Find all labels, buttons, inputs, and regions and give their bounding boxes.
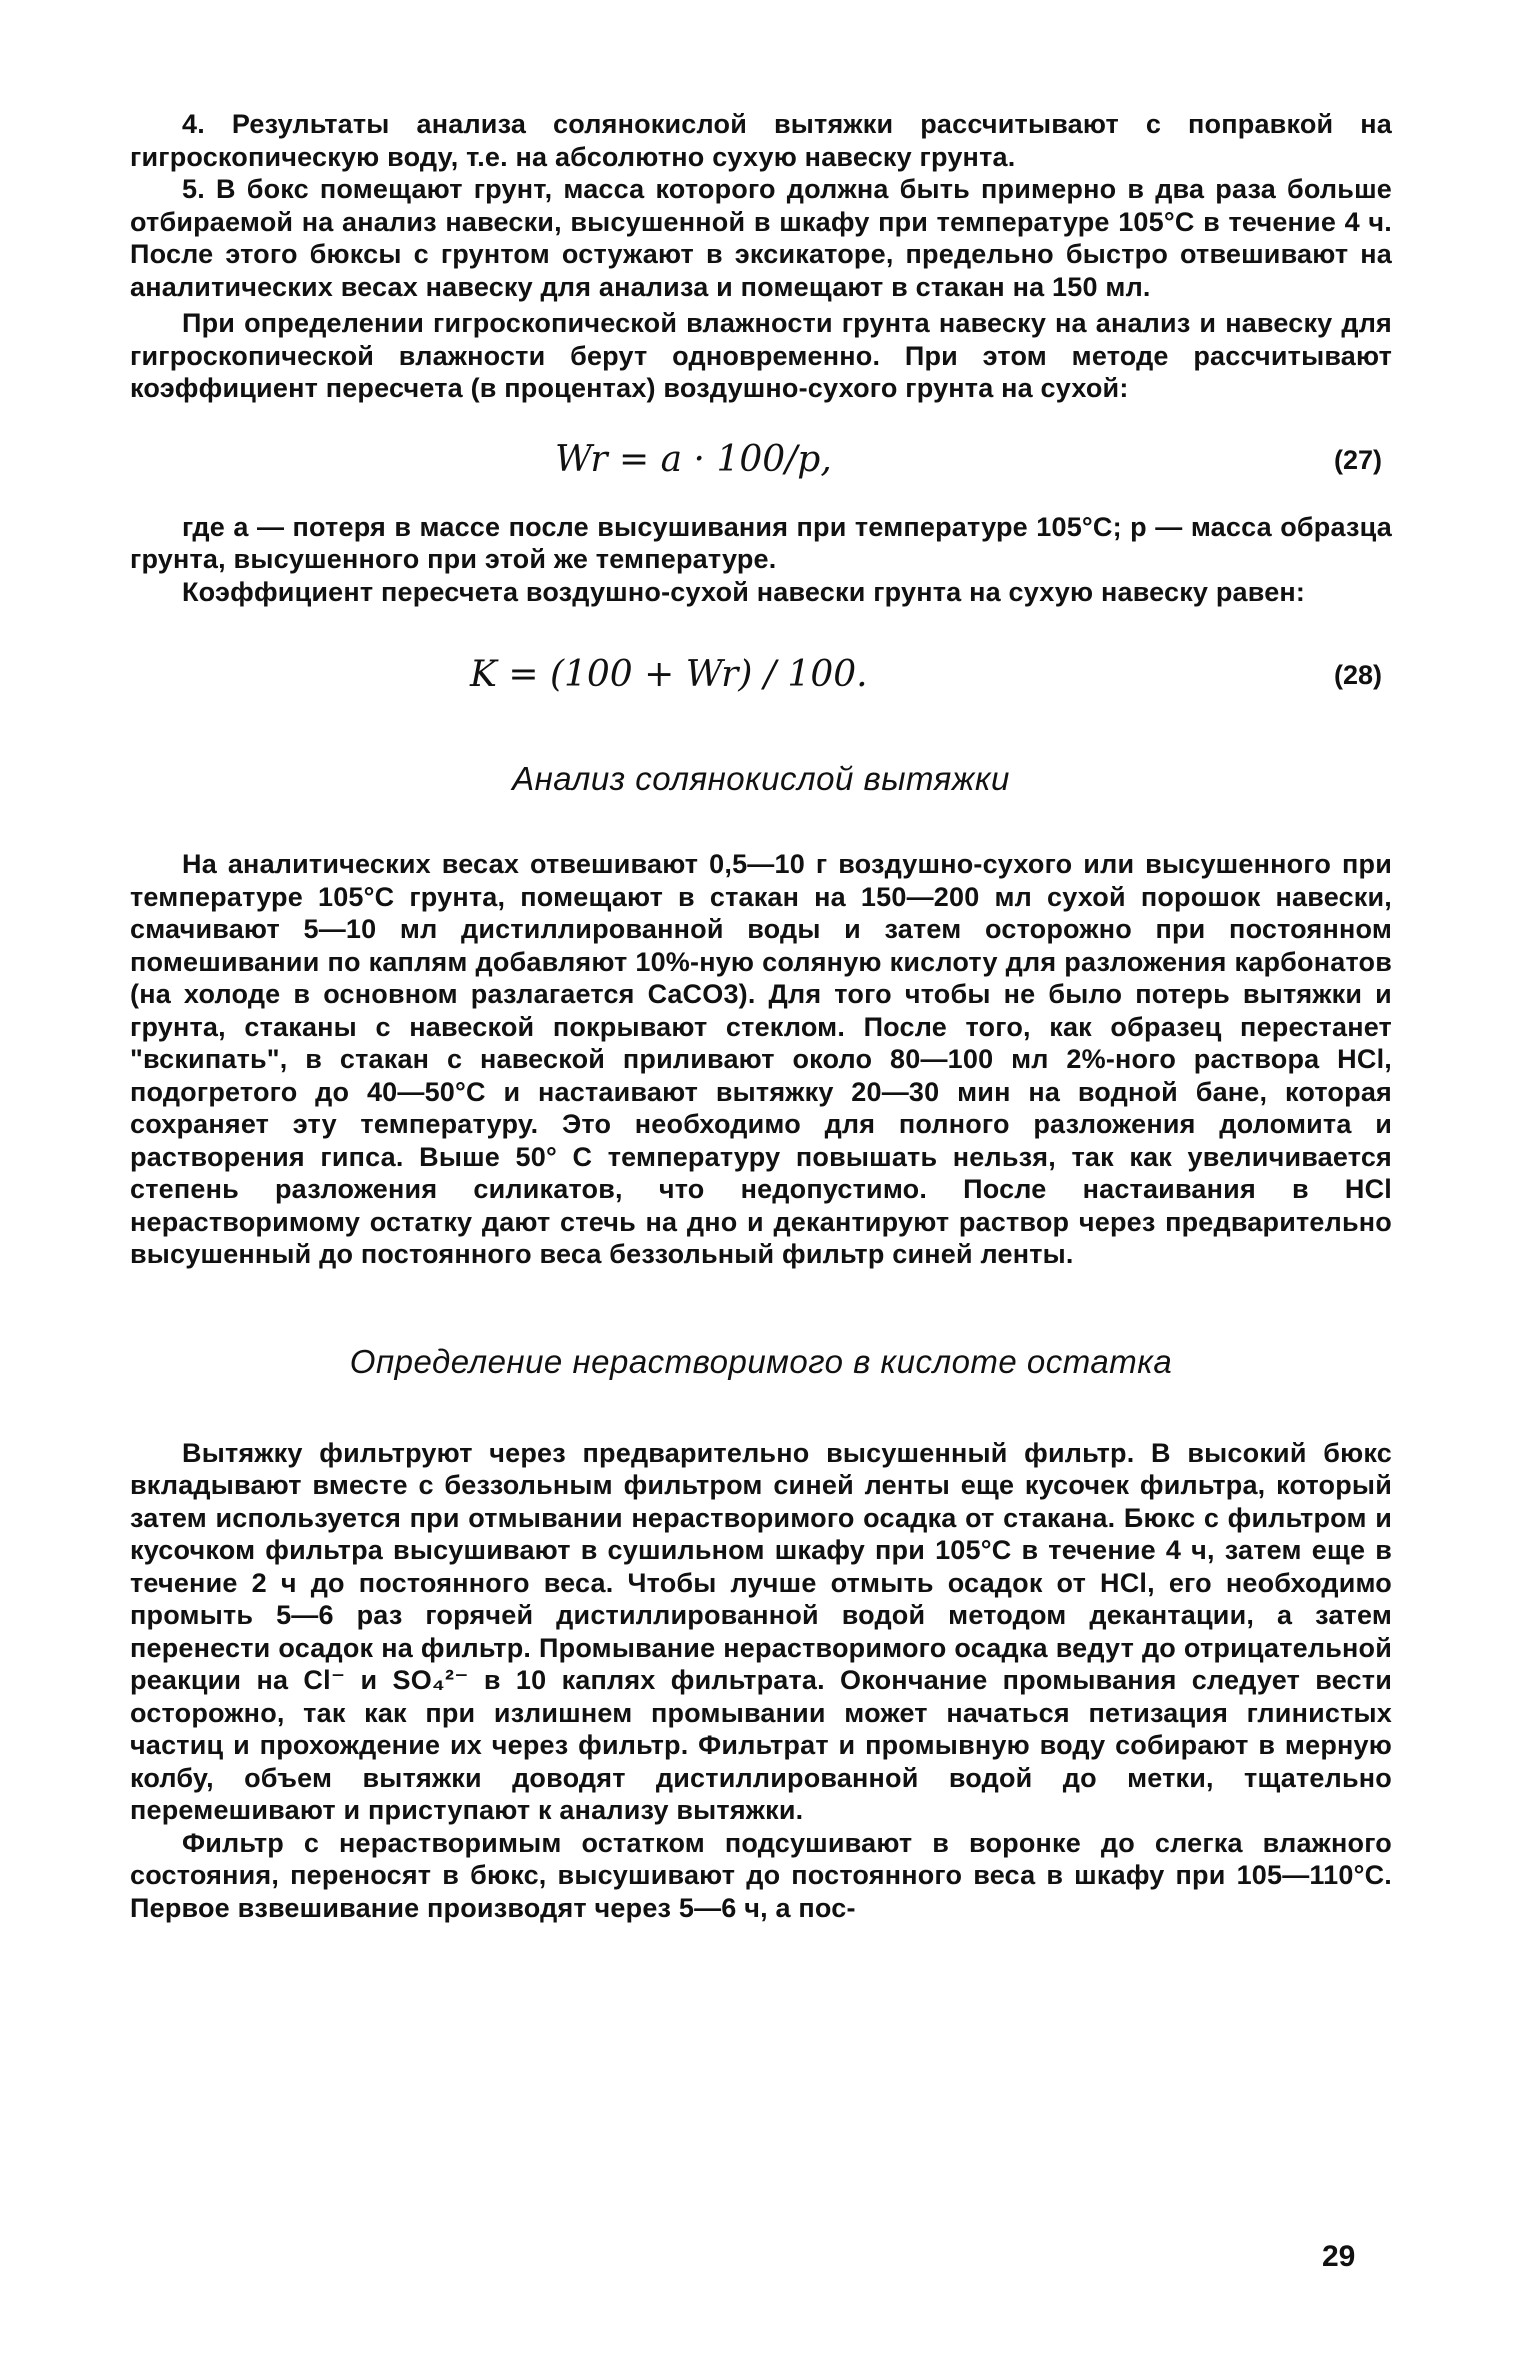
paragraph-analysis: На аналитических весах отвешивают 0,5—10 г воздушно-сухого или высушенного при температуре 105°С грунта, помещают в стакан на 150—200 мл сухой порошок навески, смачивают 5—10 мл дистиллированной воды и затем осторожно при постоянном помешивании по каплям добавляют 10%-ную соляную кислоту для разложения карбонатов (на холоде в основном разлагается CaCO3). Для того чтобы не было потерь вытяжки и грунта, стаканы с навеской покрывают стеклом. После того, как образец перестанет "вскипать", в стакан с навеской приливают около 80—100 мл 2%-ного раствора HCl, подогретого до 40—50°С и настаивают вытяжку 20—30 мин на водной бане, которая сохраняет эту температуру. Это необходимо для полного разложения доломита и растворения гипса. Выше 50° С температуру повышать нельзя, так как увеличивается степень разложения силикатов, что недопустимо. После настаивания в HCl нерастворимому остатку дают стечь на дно и декантируют раствор через предварительно высушенный до постоянного веса беззольный фильтр синей ленты.: [130, 849, 1392, 1269]
heading-residue: Определение нерастворимого в кислоте остатка: [349, 1342, 1173, 1380]
formula-27-number: (27): [1333, 444, 1382, 475]
page-number: 29: [1322, 2240, 1356, 2273]
paragraph-coefficient: Коэффициент пересчета воздушно-сухой навески грунта на сухую навеску равен:: [182, 576, 1306, 607]
page-body: [130, 108, 1392, 1924]
formula-28: [130, 634, 1392, 720]
formula-27: [130, 419, 1392, 505]
paragraph-residue-2: Фильтр с нерастворимым остатком подсушивают в воронке до слегка влажного состояния, переносят в бюкс, высушивают до постоянного веса в шкафу при 105—110°С. Первое взвешивание производят через 5—6 ч, а пос-: [130, 1827, 1392, 1923]
formula-28-number: (28): [1333, 660, 1382, 690]
formula-28-expression: K = (100 + Wr) / 100.: [470, 654, 868, 695]
paragraph-residue-1: Вытяжку фильтруют через предварительно высушенный фильтр. В высокий бюкс вкладывают вместе с беззольным фильтром синей ленты еще кусочек фильтра, который затем используется при отмывании нерастворимого осадка от стакана. Бюкс с фильтром и кусочком фильтра высушивают в сушильном шкафу при 105°С в течение 4 ч, затем еще в течение 2 ч до постоянного веса. Чтобы лучше отмыть осадок от HCl, его необходимо промыть 5—6 раз горячей дистиллированной водой методом декантации, а затем перенести осадок на фильтр. Промывание нерастворимого осадка ведут до отрицательной реакции на Cl⁻ и SO₄²⁻ в 10 каплях фильтрата. Окончание промывания следует вести осторожно, так как при излишнем промывании может начаться петизация глинистых частиц и прохождение их через фильтр. Фильтрат и промывную воду собирают в мерную колбу, объем вытяжки доводят дистиллированной водой до метки, тщательно перемешивают и приступают к анализу вытяжки.: [130, 1437, 1392, 1825]
heading-analysis: Анализ солянокислой вытяжки: [512, 760, 1010, 797]
paragraph-item-5: 5. В бокс помещают грунт, масса которого должна быть примерно в два раза больше отбираемой на анализ навески, высушенной в шкафу при температуре 105°С в течение 4 ч. После этого бюксы с грунтом остужают в эксикаторе, предельно быстро отвешивают на аналитических весах навеску для анализа и помещают в стакан на 150 мл.: [130, 174, 1392, 302]
formula-27-expression: Wr = a · 100/p,: [555, 438, 832, 480]
paragraph-hygroscopic: При определении гигроскопической влажности грунта навеску на анализ и навеску для гигроскопической влажности берут одновременно. При этом методе рассчитывают коэффициент пересчета (в процентах) воздушно-сухого грунта на сухой:: [130, 308, 1392, 403]
paragraph-item-4: 4. Результаты анализа солянокислой вытяжки рассчитывают с поправкой на гигроскопическую воду, т.е. на абсолютно сухую навеску грунта.: [130, 109, 1392, 172]
paragraph-where: где a — потеря в массе после высушивания при температуре 105°С; p — масса образца грунта, высушенного при этой же температуре.: [130, 511, 1392, 574]
